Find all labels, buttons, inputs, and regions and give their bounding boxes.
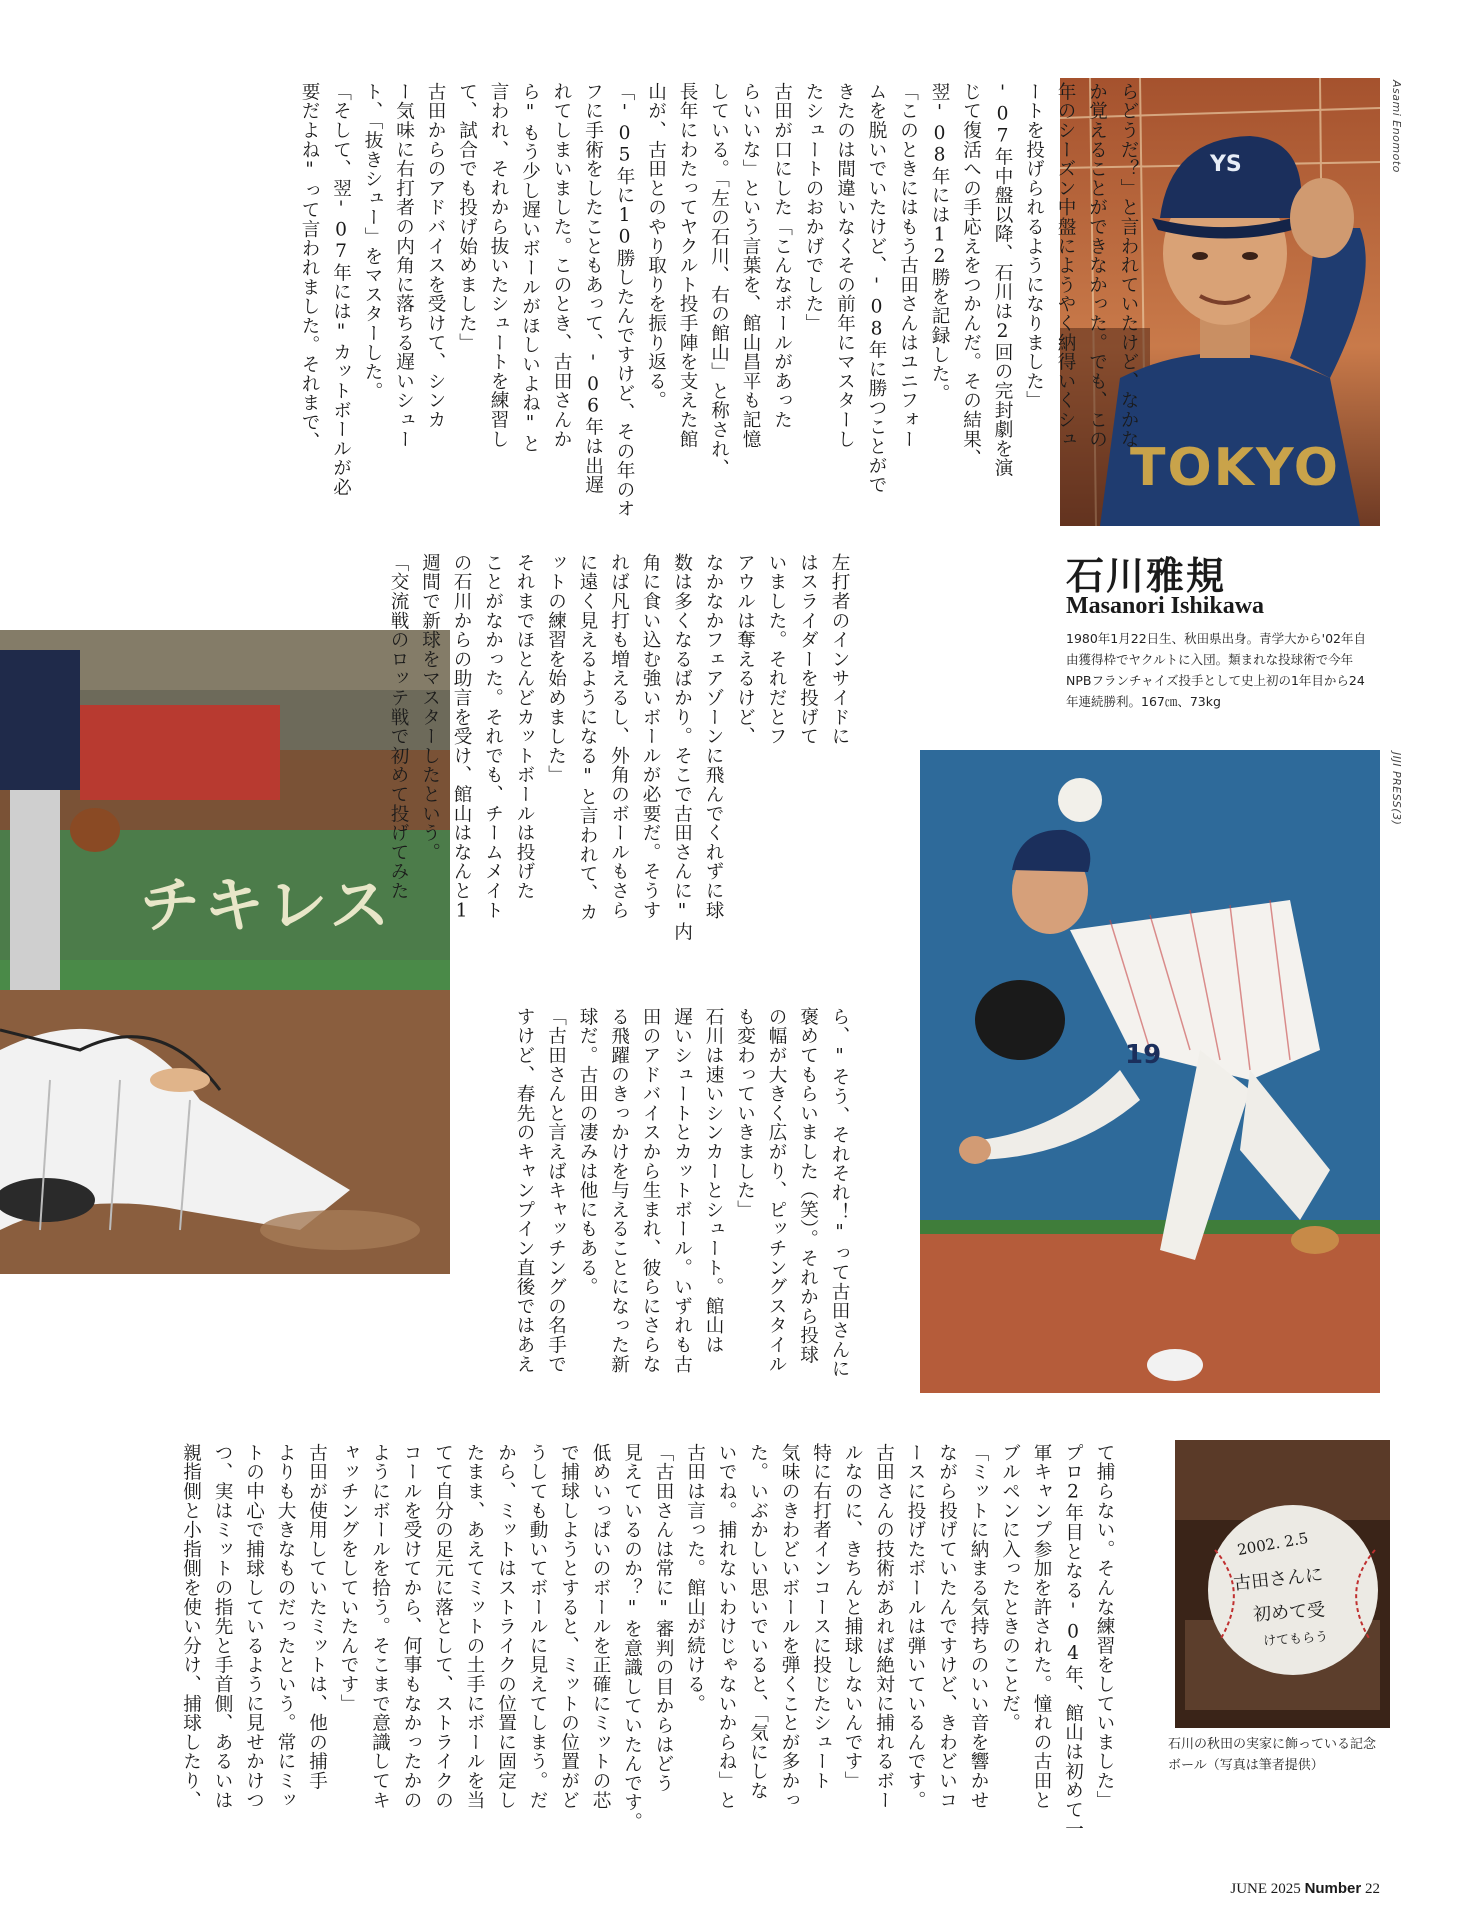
text-line: いでね。捕れないわけじゃないからね」と (716, 1443, 737, 1810)
pitcher-illustration (920, 750, 1380, 1393)
text-line: 左打者のインサイドに (829, 553, 850, 746)
text-line: コールを受けてから、何事もなかったかの (401, 1443, 422, 1810)
text-line: 球だ。古田の凄みは他にもある。 (577, 1007, 598, 1297)
billboard-text: チキレス (140, 871, 394, 941)
text-line: の幅が大きく広がり、ピッチングスタイル (766, 1007, 787, 1374)
text-line: つ、実はミットの指先と手首側、あるいは (212, 1443, 233, 1810)
text-line: 長年にわたってヤクルト投手陣を支えた館 (677, 82, 698, 449)
text-line: 古田が使用していたミットは、他の捕手 (306, 1443, 328, 1791)
ball-photo (1175, 1440, 1390, 1728)
text-line: じて復活への手応えをつかんだ。その結果、 (960, 82, 982, 468)
text-line: ら"もう少し遅いボールがほしいよね"と (519, 82, 541, 454)
text-line: はスライダーを投げて (797, 553, 819, 746)
text-line: 山が、古田とのやり取りを振り返る。 (645, 82, 667, 411)
text-line: れてしまいました。このとき、古田さんか (551, 82, 572, 449)
text-line: 年のシーズン中盤にようやく納得いくシュ (1055, 82, 1076, 449)
text-line: ットの練習を始めました」 (545, 553, 567, 785)
profile-bio: 1980年1月22日生、秋田県出身。青学大から'02年自由獲得枠でヤクルトに入団。類まれな投球術で今年NPBフランチャイズ投手として史上初の1年目から24年連続勝利。167㎝、73kg (1066, 631, 1367, 709)
text-line: ルなのに、きちんと捕球しないんです」 (842, 1443, 863, 1791)
text-column-b (383, 553, 856, 973)
footer-issue: JUNE 2025 (1230, 1881, 1301, 1897)
text-line: ブルペンに入ったときのことだ。 (999, 1443, 1021, 1733)
text-line: 数は多くなるばかり。そこで古田さんに"内 (671, 553, 693, 942)
cap-logo: YS (1210, 152, 1242, 177)
text-line: 角に食い込む強いボールが必要だ。そうす (640, 553, 661, 920)
text-line: 特に右打者インコースに投じたシュート (810, 1443, 832, 1791)
text-line: ャッチングをしていたんです」 (338, 1443, 359, 1714)
jersey-text: TOKYO (1130, 438, 1340, 498)
text-line: ムを脱いでいたけど、'08年に勝つことがで (866, 82, 887, 495)
text-line: 褒めてもらいました（笑）。それから投球 (797, 1007, 819, 1365)
text-line: てて自分の足元に落として、ストライクの (432, 1443, 454, 1810)
text-line: 言われ、それから抜いたシュートを練習し (488, 82, 509, 449)
text-line: 古田からのアドバイスを受けて、シンカ (425, 82, 446, 430)
text-line: 軍キャンプ参加を許された。憧れの古田と (1031, 1443, 1052, 1810)
text-line: きたのは間違いなくその前年にマスターし (834, 82, 856, 449)
ball-caption: 石川の秋田の実家に飾っている記念ボール（写真は筆者提供） (1168, 1737, 1377, 1773)
text-line: いました。それだとフ (766, 553, 787, 746)
text-line: 「'05年に10勝したんですけど、その年のオ (614, 82, 635, 519)
text-line: の石川からの助言を受け、館山はなんと1 (451, 553, 472, 923)
text-line: か覚えることができなかった。でも、この (1086, 82, 1108, 449)
text-line: 低めいっぱいのボールを正確にミットの芯 (590, 1443, 611, 1810)
text-line: ト、「抜きシュー」をマスターした。 (362, 82, 383, 401)
text-line: よりも大きなものだったという。常にミッ (275, 1443, 296, 1810)
text-line: 田のアドバイスから生まれ、彼らにさらな (640, 1007, 661, 1374)
profile-name-en: Masanori Ishikawa (1066, 593, 1265, 619)
ball-writing-4: けてもらう (1262, 1629, 1329, 1650)
text-line: それまでほとんどカットボールは投げた (514, 553, 535, 901)
text-line: フに手術をしたこともあって、'06年は出遅 (582, 82, 604, 495)
text-line: て捕らない。そんな練習をしていました」 (1094, 1443, 1115, 1810)
text-column-c (509, 1007, 856, 1427)
text-line: る飛躍のきっかけを与えることになった新 (608, 1007, 630, 1374)
ball-writing-3: 初めて受 (1252, 1599, 1326, 1626)
footer-page: 22 (1365, 1881, 1380, 1897)
text-line: ながら投げていたんですけど、きわどいコ (936, 1443, 958, 1810)
text-column-d (175, 1443, 1120, 1863)
text-line: に遠く見えるようになる"と言われて、カ (577, 553, 598, 923)
text-line: 週間で新球をマスターしたという。 (419, 553, 441, 862)
text-line: 「古田さんは常に"審判の目からはどう (653, 1443, 674, 1793)
text-line: も変わっていきました」 (734, 1007, 756, 1220)
profile-name-jp: 石川雅規 (1066, 553, 1227, 598)
text-line: ースに投げたボールは弾いているんです。 (905, 1443, 926, 1810)
ball-writing-1: 2002. 2.5 (1235, 1528, 1310, 1560)
text-line: '07年中盤以降、石川は2回の完封劇を演 (992, 82, 1013, 478)
text-line: ようにボールを拾う。そこまで意識してキ (369, 1443, 391, 1810)
text-line: 石川は速いシンカーとシュート。館山は (703, 1007, 724, 1355)
text-line: 古田は言った。館山が続ける。 (684, 1443, 706, 1714)
text-line: なかなかフェアゾーンに飛んでくれずに球 (703, 553, 724, 920)
text-line: 「このときにはもう古田さんはユニフォー (897, 82, 919, 449)
text-line: 「そして、翌'07年には"カットボールが必 (330, 82, 352, 497)
text-line: 古田さんの技術があれば絶対に捕れるボー (873, 1443, 895, 1810)
text-line: うしても動いてボールに見えてしまう。だ (527, 1443, 548, 1810)
text-line: れば凡打も増えるし、外角のボールもさら (608, 553, 630, 920)
text-line: 「交流戦のロッテ戦で初めて投げてみた (388, 553, 409, 901)
text-line: ートを投げられるようになりました」 (1023, 82, 1045, 411)
pitcher-photo (920, 750, 1380, 1393)
text-line: たまま、あえてミットの土手にボールを当 (464, 1443, 485, 1810)
text-line: 要だよね"って言われました。それまで、 (299, 82, 320, 452)
text-line: 「古田さんと言えばキャッチングの名手で (545, 1007, 567, 1374)
text-line: で捕球しようとすると、ミットの位置がど (558, 1443, 580, 1810)
ball-writing-2: 古田さんに (1232, 1564, 1325, 1595)
text-line: た。いぶかしい思いでいると、「気にしな (747, 1443, 769, 1801)
text-column-a (294, 82, 1145, 519)
jersey-number: 19 (1125, 1040, 1162, 1070)
text-line: すけど、春先のキャンプイン直後ではあえ (514, 1007, 535, 1374)
text-line: アウルは奪えるけど、 (734, 553, 756, 746)
footer-magazine: Number (1304, 1880, 1362, 1897)
text-line: 翌'08年には12勝を記録した。 (929, 82, 950, 403)
text-line: ら、"そう、それそれ！"って古田さんに (829, 1007, 850, 1379)
text-line: らどうだ？」と言われていたけど、なかな (1118, 82, 1139, 449)
photo-credit-middle: JIJI PRESS(3) (1390, 752, 1403, 826)
text-line: ー気味に右打者の内角に落ちる遅いシュー (393, 82, 415, 449)
text-line: 親指側と小指側を使い分け、捕球したり、 (180, 1443, 202, 1810)
text-line: 気味のきわどいボールを弾くことが多かっ (779, 1443, 800, 1810)
text-line: らいいな」という言葉を、館山昌平も記憶 (740, 82, 761, 449)
text-line: トの中心で捕球しているように見せかけつ (243, 1443, 265, 1810)
text-line: 遅いシュートとカットボール。いずれも古 (671, 1007, 693, 1374)
text-line: から、ミットはストライクの位置に固定し (495, 1443, 517, 1810)
text-line: たシュートのおかげでした」 (803, 82, 824, 333)
photo-credit-top: Asami Enomoto (1390, 80, 1403, 173)
text-line: プロ2年目となる'04年、館山は初めて一 (1062, 1443, 1084, 1839)
text-line: 「ミットに納まる気持ちのいい音を響かせ (968, 1443, 989, 1810)
text-line: 見えているのか？"を意識していたんです。 (621, 1443, 643, 1832)
page-footer (1230, 1880, 1380, 1898)
text-line: 古田が口にした「こんなボールがあった (771, 82, 793, 430)
text-line: て、試合でも投げ始めました」 (456, 82, 478, 353)
text-line: している。「左の石川、右の館山」と称され、 (708, 82, 730, 478)
text-line: ことがなかった。それでも、チームメイト (482, 553, 504, 920)
